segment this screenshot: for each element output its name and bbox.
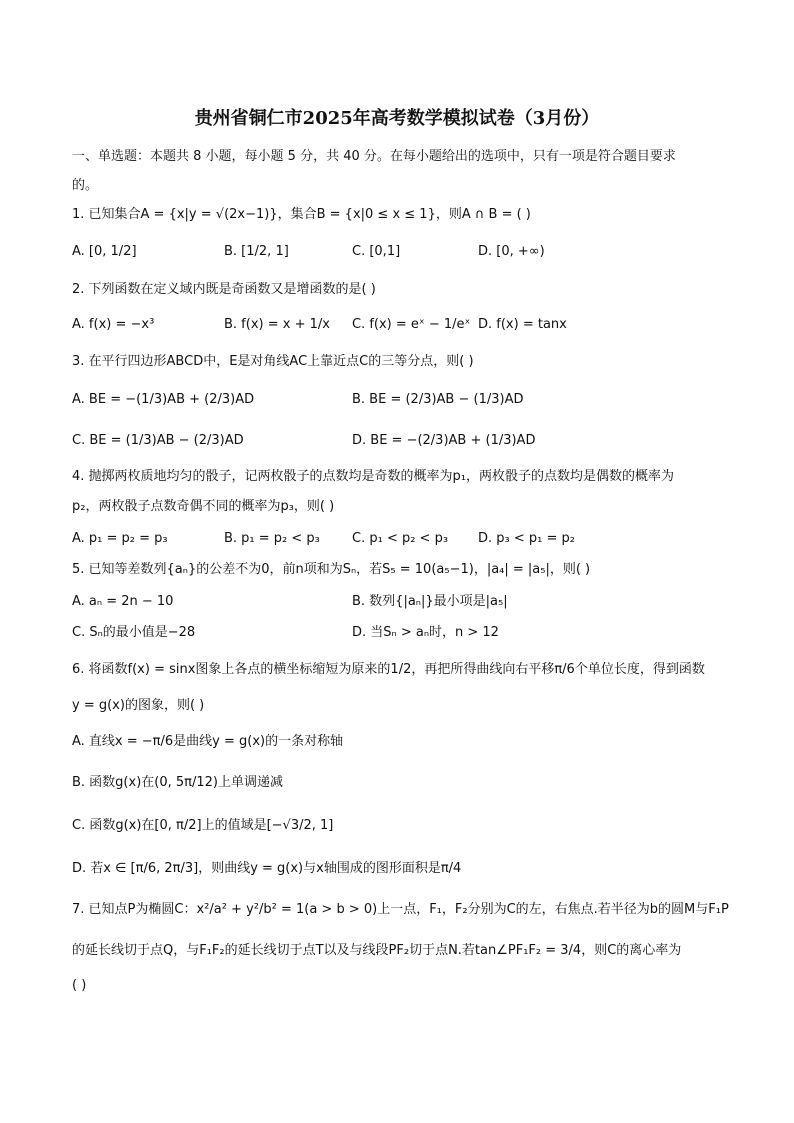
q6-option-b: B. 函数g(x)在(0, 5π/12)上单调递减: [72, 775, 283, 790]
section-instruction-line1: 一、单选题：本题共 8 小题，每小题 5 分，共 40 分。在每小题给出的选项中，只有一项是符合题目要求: [72, 149, 676, 164]
q1-option-c: C. [0,1]: [352, 244, 401, 259]
section-instruction-line2: 的。: [72, 178, 99, 193]
q1-stem: 1. 已知集合A = {x|y = √(2x−1)}，集合B = {x|0 ≤ x ≤ 1}，则A ∩ B = ( ): [72, 207, 531, 222]
q6-option-a: A. 直线x = −π/6是曲线y = g(x)的一条对称轴: [72, 734, 344, 749]
q6-stem-line2: y = g(x)的图象，则( ): [72, 698, 205, 713]
q2-option-c: C. f(x) = eˣ − 1/eˣ: [352, 317, 471, 332]
q1-option-a: A. [0, 1/2]: [72, 244, 137, 259]
q6-stem-line1: 6. 将函数f(x) = sinx图象上各点的横坐标缩短为原来的1/2，再把所得曲线向右平移π/6个单位长度，得到函数: [72, 662, 705, 677]
q5-option-b: B. 数列{|aₙ|}最小项是|a₅|: [352, 594, 508, 609]
q6-option-c: C. 函数g(x)在[0, π/2]上的值域是[−√3/2, 1]: [72, 818, 334, 833]
q4-option-d: D. p₃ < p₁ = p₂: [478, 531, 575, 546]
q3-option-c: C. BE = (1/3)AB − (2/3)AD: [72, 433, 244, 448]
q6-option-d: D. 若x ∈ [π/6, 2π/3]，则曲线y = g(x)与x轴围成的图形面积是π/4: [72, 861, 462, 876]
q3-stem: 3. 在平行四边形ABCD中，E是对角线AC上靠近点C的三等分点，则( ): [72, 354, 474, 369]
q7-stem-line3: ( ): [72, 978, 87, 993]
q7-stem-line2: 的延长线切于点Q，与F₁F₂的延长线切于点T以及与线段PF₂切于点N.若tan∠PF₁F₂ = 3/4，则C的离心率为: [72, 943, 682, 958]
q4-stem-line2: p₂，两枚骰子点数奇偶不同的概率为p₃，则( ): [72, 499, 335, 514]
q2-option-d: D. f(x) = tanx: [478, 317, 567, 332]
q2-stem: 2. 下列函数在定义域内既是奇函数又是增函数的是( ): [72, 282, 376, 297]
q2-option-a: A. f(x) = −x³: [72, 317, 155, 332]
q4-option-a: A. p₁ = p₂ = p₃: [72, 531, 168, 546]
q2-option-b: B. f(x) = x + 1/x: [224, 317, 330, 332]
q3-option-d: D. BE = −(2/3)AB + (1/3)AD: [352, 433, 536, 448]
q4-option-b: B. p₁ = p₂ < p₃: [224, 531, 320, 546]
q5-option-c: C. Sₙ的最小值是−28: [72, 625, 196, 640]
page-title: 贵州省铜仁市2025年高考数学模拟试卷（3月份）: [194, 108, 600, 129]
q5-option-d: D. 当Sₙ > aₙ时，n > 12: [352, 625, 499, 640]
q5-stem: 5. 已知等差数列{aₙ}的公差不为0，前n项和为Sₙ，若S₅ = 10(a₅−1)，|a₄| = |a₅|，则( ): [72, 562, 591, 577]
q1-option-d: D. [0, +∞): [478, 244, 545, 259]
q4-option-c: C. p₁ < p₂ < p₃: [352, 531, 449, 546]
q5-option-a: A. aₙ = 2n − 10: [72, 594, 174, 609]
q1-option-b: B. [1/2, 1]: [224, 244, 289, 259]
q3-option-b: B. BE = (2/3)AB − (1/3)AD: [352, 392, 524, 407]
q3-option-a: A. BE = −(1/3)AB + (2/3)AD: [72, 392, 255, 407]
q4-stem-line1: 4. 抛掷两枚质地均匀的骰子，记两枚骰子的点数均是奇数的概率为p₁，两枚骰子的点数均是偶数的概率为: [72, 469, 674, 484]
q7-stem-line1: 7. 已知点P为椭圆C：x²/a² + y²/b² = 1(a > b > 0)上一点，F₁，F₂分别为C的左，右焦点.若半径为b的圆M与F₁P: [72, 902, 729, 917]
